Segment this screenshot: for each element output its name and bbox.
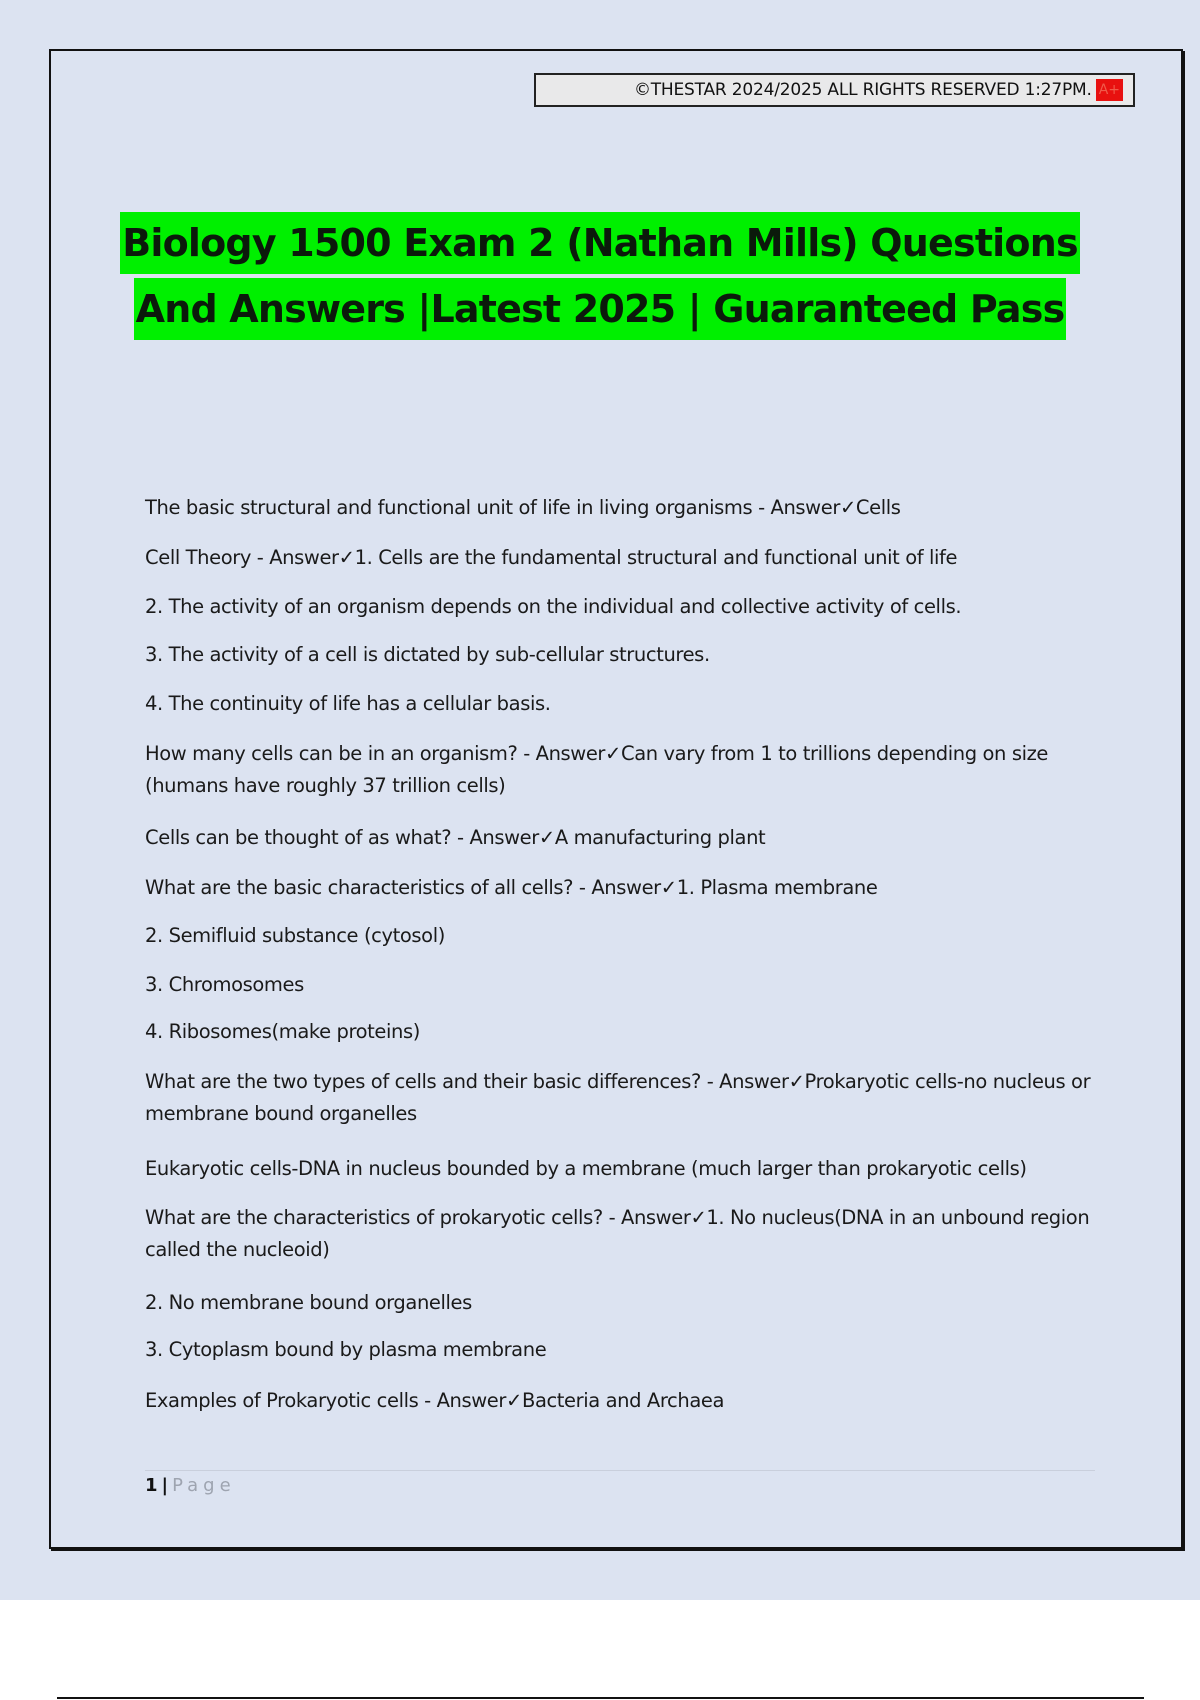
page-footer	[145, 1470, 1095, 1496]
qa-line: How many cells can be in an organism? - Answer✓Can vary from 1 to trillions depending on size (humans have roughly 37 trillion cells)	[145, 742, 1049, 797]
qa-line: 2. The activity of an organism depends on the individual and collective activity of cells.	[145, 595, 962, 618]
qa-line: Examples of Prokaryotic cells - Answer✓Bacteria and Archaea	[145, 1389, 725, 1412]
document-title	[0, 212, 1200, 340]
page-number: 1	[145, 1475, 158, 1496]
qa-line: 4. Ribosomes(make proteins)	[145, 1020, 420, 1043]
qa-line: The basic structural and functional unit of life in living organisms - Answer✓Cells	[145, 496, 901, 519]
qa-line: What are the two types of cells and their basic differences? - Answer✓Prokaryotic cells-no nucleus or membrane bound organelles	[145, 1070, 1091, 1125]
qa-line: 4. The continuity of life has a cellular basis.	[145, 692, 551, 715]
qa-line: 3. Cytoplasm bound by plasma membrane	[145, 1338, 547, 1361]
qa-line: 3. The activity of a cell is dictated by sub-cellular structures.	[145, 643, 710, 666]
qa-line: 2. No membrane bound organelles	[145, 1291, 472, 1314]
qa-line: Cells can be thought of as what? - Answer✓A manufacturing plant	[145, 826, 766, 849]
title-line-2: And Answers |Latest 2025 | Guaranteed Pass	[134, 278, 1067, 340]
qa-line: 2. Semifluid substance (cytosol)	[145, 924, 445, 947]
qa-line: What are the characteristics of prokaryotic cells? - Answer✓1. No nucleus(DNA in an unbound region called the nucleoid)	[145, 1206, 1090, 1261]
grade-badge: A+	[1096, 79, 1123, 101]
qa-line: Eukaryotic cells-DNA in nucleus bounded by a membrane (much larger than prokaryotic cells)	[145, 1157, 1027, 1180]
copyright-header	[534, 73, 1135, 107]
qa-line: Cell Theory - Answer✓1. Cells are the fundamental structural and functional unit of life	[145, 546, 958, 569]
page-label: Page	[172, 1475, 236, 1496]
bottom-divider	[57, 1697, 1144, 1699]
title-line-1: Biology 1500 Exam 2 (Nathan Mills) Questions	[120, 212, 1080, 274]
qa-line: What are the basic characteristics of all cells? - Answer✓1. Plasma membrane	[145, 876, 878, 899]
qa-line: 3. Chromosomes	[145, 973, 304, 996]
copyright-text: ©THESTAR 2024/2025 ALL RIGHTS RESERVED 1:27PM.	[633, 80, 1092, 100]
page-separator: |	[161, 1475, 169, 1496]
